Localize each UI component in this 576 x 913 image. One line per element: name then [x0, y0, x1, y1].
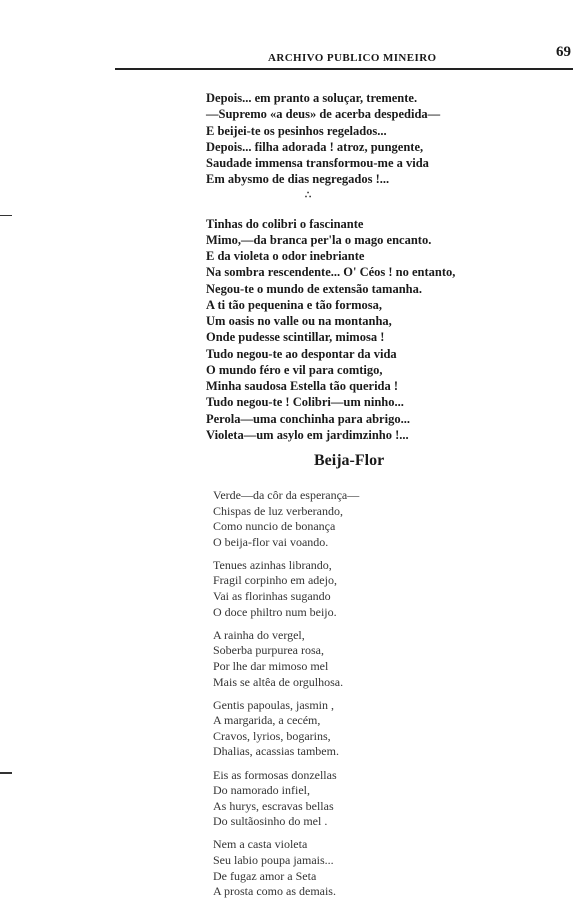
poem-line: Depois... em pranto a soluçar, tremente. [206, 91, 418, 105]
poem-line: Chispas de luz verberando, [213, 503, 343, 518]
stanza [213, 768, 359, 830]
margin-tick-mark [0, 215, 12, 216]
poem-line: Dhalias, acassias tambem. [213, 744, 339, 759]
poem-line: Tudo negou-te ao despontar da vida [206, 346, 397, 361]
poem-line: Eis as formosas donzellas [213, 767, 337, 782]
poem-line: Nem a casta violeta [213, 837, 308, 852]
poem-line: Do namorado infiel, [213, 783, 310, 798]
stanza-divider [206, 188, 406, 216]
poem-first-part [206, 90, 455, 443]
poem-line: O beija-flor vai voando. [213, 534, 329, 549]
poem-title: Beija-Flor [314, 452, 385, 469]
poem-line: Tudo negou-te ! Colibri—um ninho... [206, 395, 404, 410]
poem-line: Negou-te o mundo de extensão tamanha. [206, 281, 422, 296]
poem-line: Em abysmo de dias negregados !... [206, 172, 390, 187]
poem-line: A prosta como as demais. [213, 884, 336, 899]
poem-line: Do sultãosinho do mel . [213, 814, 328, 829]
poem-line: —Supremo «a deus» de acerba despedida— [206, 107, 441, 122]
poem-line: Verde—da côr da esperança— [213, 488, 360, 502]
poem-line: O mundo féro e vil para comtigo, [206, 362, 383, 377]
poem-line: Mimo,—da branca per'la o mago encanto. [206, 232, 432, 247]
running-header-title: ARCHIVO PUBLICO MINEIRO [268, 52, 437, 64]
poem-line: Tenues azinhas librando, [213, 557, 332, 572]
poem-line: As hurys, escravas bellas [213, 798, 334, 813]
poem-line: O doce philtro num beijo. [213, 604, 337, 619]
header-rule [115, 68, 573, 70]
page-number: 69 [556, 44, 571, 60]
poem-line: Violeta—um asylo em jardimzinho !... [206, 427, 409, 442]
poem-line: Cravos, lyrios, bogarins, [213, 728, 331, 743]
poem-line: De fugaz amor a Seta [213, 868, 317, 883]
poem-line: Na sombra rescendente... O' Céos ! no entanto, [206, 265, 456, 280]
poem-line: Soberba purpurea rosa, [213, 643, 324, 658]
poem-line: Depois... filha adorada ! atroz, pungente, [206, 139, 424, 154]
margin-tick-mark [0, 772, 12, 774]
stanza [213, 558, 359, 620]
poem-line: Perola—uma conchinha para abrigo... [206, 411, 410, 426]
stanza [213, 628, 359, 690]
stanza [213, 488, 359, 550]
divider-dots: ∴ [304, 189, 312, 201]
poem-line: Tinhas do colibri o fascinante [206, 216, 364, 231]
poem-line: Vai as florinhas sugando [213, 589, 331, 604]
poem-line: Fragil corpinho em adejo, [213, 573, 337, 588]
beija-flor-poem [213, 488, 359, 907]
poem-line: Onde pudesse scintillar, mimosa ! [206, 330, 385, 345]
poem-line: Gentis papoulas, jasmin , [213, 697, 334, 712]
poem-line: Mais se altêa de orgulhosa. [213, 674, 344, 689]
poem-line: Como nuncio de bonança [213, 519, 336, 534]
poem-line: A rainha do vergel, [213, 627, 305, 642]
poem-line: Um oasis no valle ou na montanha, [206, 314, 392, 328]
poem-line: E beijei-te os pesinhos regelados... [206, 123, 387, 138]
poem-line: Saudade immensa transformou-me a vida [206, 156, 429, 170]
stanza [213, 837, 359, 899]
poem-line: A margarida, a cecém, [213, 713, 321, 728]
poem-line: Seu labio poupa jamais... [213, 852, 334, 867]
poem-line: Minha saudosa Estella tão querida ! [206, 379, 399, 393]
poem-line: Por lhe dar mimoso mel [213, 658, 329, 673]
poem-line: A ti tão pequenina e tão formosa, [206, 297, 383, 312]
poem-line: E da violeta o odor inebriante [206, 249, 365, 263]
stanza [213, 698, 359, 760]
